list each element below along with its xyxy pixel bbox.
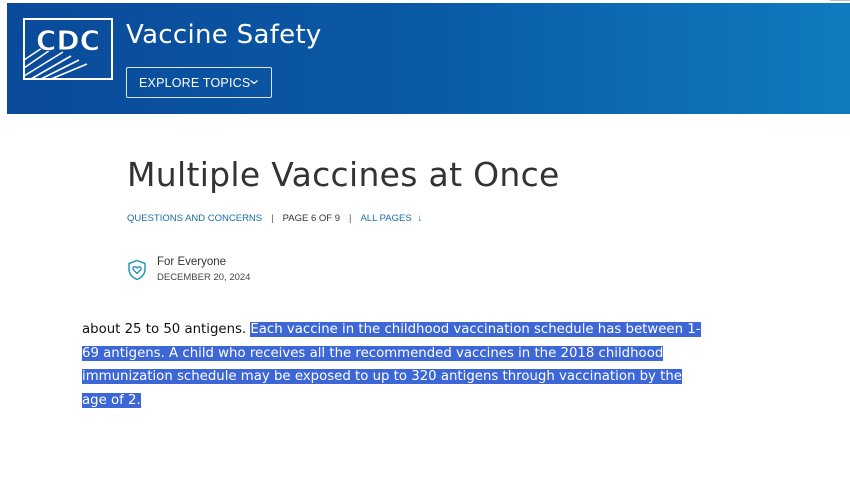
selected-text: Each vaccine in the childhood vaccination schedule has between 1-69 antigens. A child who receives all the recommended vaccines in the 2018 childhood immunization schedule may be exposed to up to 320 antigens through vaccination by the age of 2. xyxy=(82,322,701,408)
explore-topics-label: EXPLORE TOPICS xyxy=(139,75,251,90)
logo-text: CDC xyxy=(35,24,101,57)
audience-block xyxy=(127,256,327,286)
breadcrumb-questions-concerns[interactable]: QUESTIONS AND CONCERNS xyxy=(127,213,263,224)
paragraph-text: about 25 to 50 antigens. xyxy=(82,322,251,337)
site-header xyxy=(7,3,850,114)
chevron-down-icon xyxy=(249,77,259,87)
explore-topics-button[interactable] xyxy=(126,67,272,98)
publish-date: DECEMBER 20, 2024 xyxy=(157,272,251,283)
audience-label: For Everyone xyxy=(157,256,227,268)
site-title[interactable]: Vaccine Safety xyxy=(126,20,322,50)
cdc-logo[interactable] xyxy=(23,18,113,80)
meta-separator: | xyxy=(271,213,274,224)
all-pages-link[interactable] xyxy=(360,213,422,224)
arrow-down-icon: ↓ xyxy=(417,213,423,224)
meta-separator: | xyxy=(348,213,352,224)
page-title: Multiple Vaccines at Once xyxy=(127,155,560,194)
cdc-logo-icon xyxy=(23,18,113,80)
page-indicator: PAGE 6 OF 9 xyxy=(282,213,340,224)
all-pages-label: ALL PAGES xyxy=(360,213,412,224)
shield-heart-icon xyxy=(127,259,147,281)
article-paragraph xyxy=(82,318,702,412)
page-meta xyxy=(127,213,422,224)
